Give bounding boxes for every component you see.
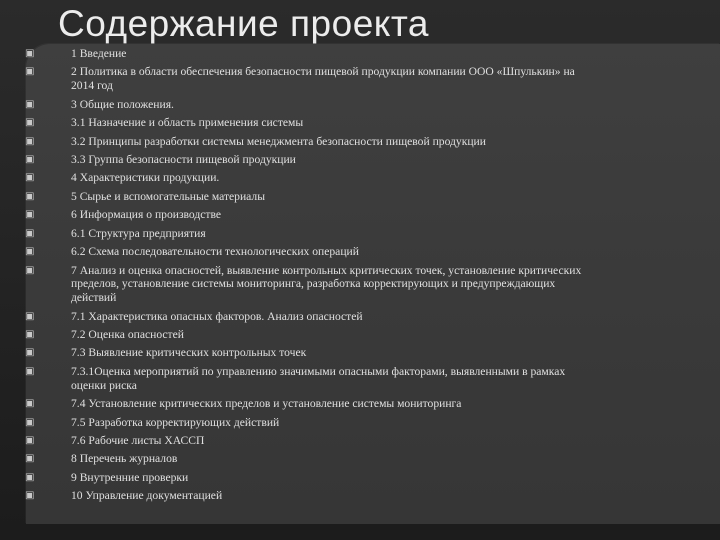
ornate-square-bullet-icon: ▣ bbox=[25, 471, 35, 483]
list-item-text: 3.3 Группа безопасности пищевой продукции bbox=[71, 152, 296, 166]
ornate-square-bullet-icon: ▣ bbox=[25, 264, 35, 276]
list-item bbox=[0, 116, 720, 130]
ornate-square-bullet-icon: ▣ bbox=[25, 434, 35, 446]
list-item bbox=[0, 264, 720, 305]
list-item bbox=[0, 190, 720, 204]
ornate-square-bullet-icon: ▣ bbox=[25, 209, 35, 221]
list-item bbox=[0, 171, 720, 185]
ornate-square-bullet-icon: ▣ bbox=[25, 310, 35, 322]
list-item bbox=[0, 328, 720, 342]
ornate-square-bullet-icon: ▣ bbox=[25, 453, 35, 465]
ornate-square-bullet-icon: ▣ bbox=[25, 153, 35, 165]
list-item-text: 10 Управление документацией bbox=[71, 489, 223, 503]
list-item bbox=[0, 416, 720, 430]
ornate-square-bullet-icon: ▣ bbox=[25, 329, 35, 340]
slide-title: Содержание проекта bbox=[58, 3, 429, 44]
ornate-square-bullet-icon: ▣ bbox=[25, 66, 35, 78]
list-item bbox=[0, 365, 720, 392]
list-item bbox=[0, 452, 720, 466]
list-item-text: 6.1 Структура предприятия bbox=[71, 226, 206, 240]
list-item bbox=[0, 397, 720, 411]
list-item bbox=[0, 153, 720, 167]
list-item-text: 7.4 Установление критических пределов и установление системы мониторинга bbox=[71, 397, 462, 411]
list-item-text: 6 Информация о производстве bbox=[71, 208, 222, 222]
list-item-text: 1 Введение bbox=[71, 47, 127, 60]
ornate-square-bullet-icon: ▣ bbox=[25, 246, 35, 258]
list-item bbox=[0, 65, 720, 92]
list-item-text: 7.3 Выявление критических контрольных точек bbox=[71, 346, 307, 360]
list-item-text: 9 Внутренние проверки bbox=[71, 470, 189, 484]
list-item bbox=[0, 346, 720, 360]
list-item-text: 5 Сырье и вспомогательные материалы bbox=[71, 189, 265, 203]
list-item bbox=[0, 310, 720, 324]
list-item bbox=[0, 208, 720, 222]
list-item bbox=[0, 135, 720, 149]
list-item-text: 7.1 Характеристика опасных факторов. Анализ опасностей bbox=[71, 309, 363, 323]
list-item-text: 7.2 Оценка опасностей bbox=[71, 328, 184, 341]
ornate-square-bullet-icon: ▣ bbox=[25, 172, 35, 184]
list-item bbox=[0, 245, 720, 259]
list-item-text: 7 Анализ и оценка опасностей, выявление контрольных критических точек, установление критических пределов, установление системы мониторинга, разработка корректирующих и предупреждающих действий bbox=[71, 263, 582, 305]
ornate-square-bullet-icon: ▣ bbox=[25, 48, 35, 59]
ornate-square-bullet-icon: ▣ bbox=[25, 227, 35, 239]
list-item bbox=[0, 98, 720, 112]
ornate-square-bullet-icon: ▣ bbox=[25, 117, 35, 129]
ornate-square-bullet-icon: ▣ bbox=[25, 398, 35, 410]
ornate-square-bullet-icon: ▣ bbox=[25, 490, 35, 502]
table-of-contents-list bbox=[0, 47, 720, 508]
list-item bbox=[0, 471, 720, 485]
ornate-square-bullet-icon: ▣ bbox=[25, 365, 35, 377]
list-item-text: 7.6 Рабочие листы ХАССП bbox=[71, 433, 205, 447]
list-item-text: 4 Характеристики продукции. bbox=[71, 171, 220, 185]
list-item-text: 8 Перечень журналов bbox=[71, 452, 178, 466]
list-item bbox=[0, 434, 720, 448]
list-item-text: 7.3.1Оценка мероприятий по управлению значимыми опасными факторами, выявленными в рамках оценки риска bbox=[71, 364, 566, 392]
list-item bbox=[0, 47, 720, 61]
list-item-text: 7.5 Разработка корректирующих действий bbox=[71, 415, 280, 429]
ornate-square-bullet-icon: ▣ bbox=[25, 190, 35, 202]
ornate-square-bullet-icon: ▣ bbox=[25, 347, 35, 359]
list-item-text: 3.1 Назначение и область применения системы bbox=[71, 116, 304, 130]
list-item bbox=[0, 227, 720, 241]
list-item-text: 2 Политика в области обеспечения безопасности пищевой продукции компании ООО «Шпулькин» на 2014 год bbox=[71, 65, 575, 93]
list-item-text: 3 Общие положения. bbox=[71, 97, 174, 111]
ornate-square-bullet-icon: ▣ bbox=[25, 135, 35, 147]
list-item-text: 6.2 Схема последовательности технологических операций bbox=[71, 245, 359, 259]
ornate-square-bullet-icon: ▣ bbox=[25, 416, 35, 428]
list-item-text: 3.2 Принципы разработки системы менеджмента безопасности пищевой продукции bbox=[71, 134, 486, 148]
ornate-square-bullet-icon: ▣ bbox=[25, 98, 35, 110]
list-item bbox=[0, 489, 720, 503]
